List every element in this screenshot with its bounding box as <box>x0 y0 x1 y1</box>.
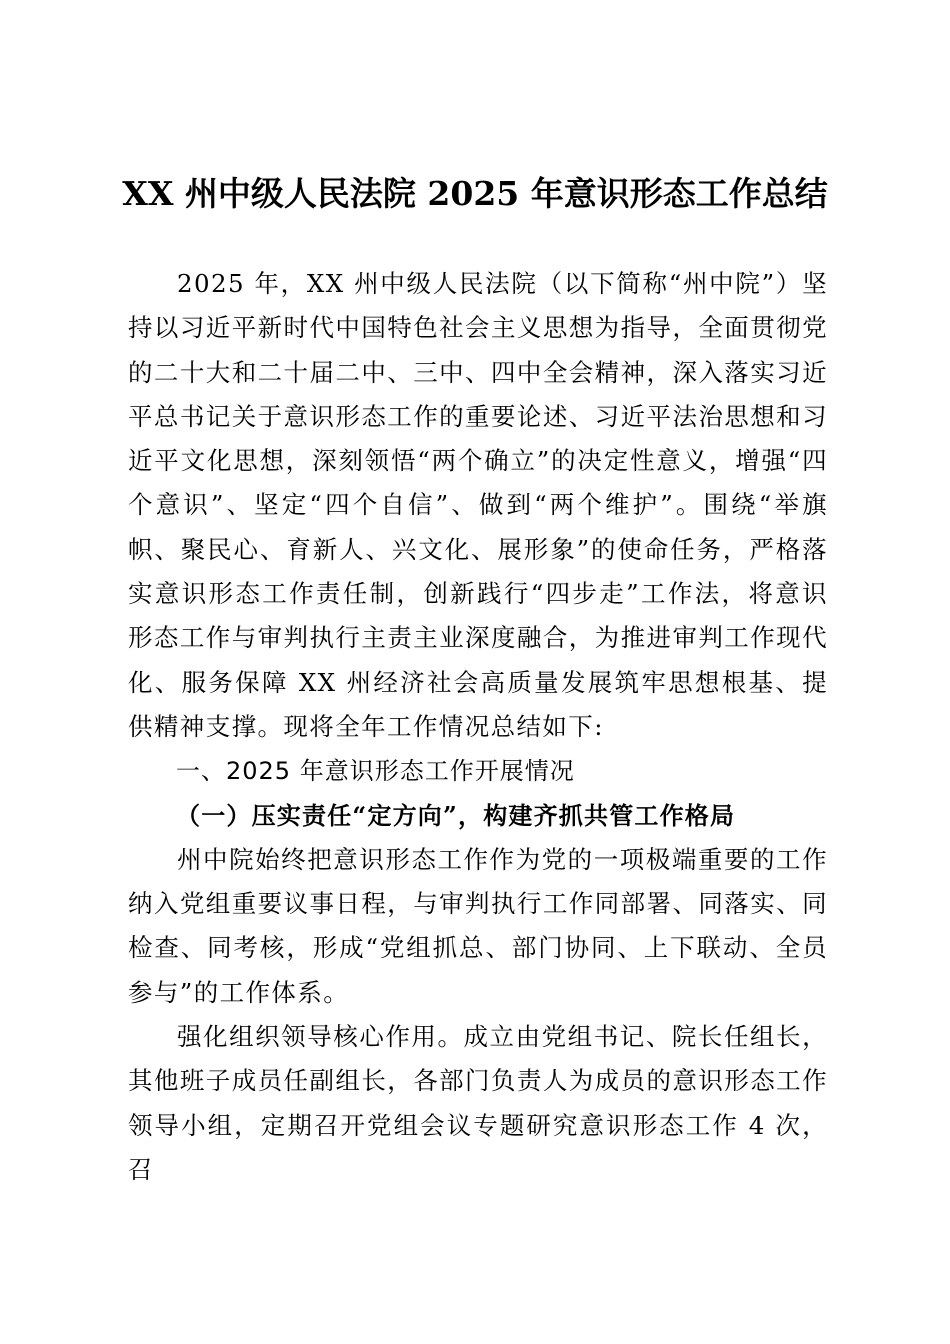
subsection-heading: （一）压实责任“定方向”，构建齐抓共管工作格局 <box>176 800 736 830</box>
section-heading: 一、2025 年意识形态工作开展情况 <box>176 757 575 786</box>
body-paragraph: 强化组织领导核心作用。成立由党组书记、院长任组长，其他班子成员任副组长，各部门负责人为成员的意识形态工作领导小组，定期召开党组会议专题研究意识形态工作 4 次，召 <box>128 1022 828 1184</box>
document-title: XX 州中级人民法院 2025 年意识形态工作总结 <box>122 174 828 213</box>
body-paragraph: 州中院始终把意识形态工作作为党的一项极端重要的工作纳入党组重要议事日程，与审判执行工作同部署、同落实、同检查、同考核，形成“党组抓总、部门协同、上下联动、全员参与”的工作体系。 <box>128 844 828 1007</box>
document-body <box>128 262 828 1192</box>
intro-paragraph: 2025 年，XX 州中级人民法院（以下简称“州中院”）坚持以习近平新时代中国特色社会主义思想为指导，全面贯彻党的二十大和二十届二中、三中、四中全会精神，深入落实习近平总书记关于意识形态工作的重要论述、习近平法治思想和习近平文化思想，深刻领悟“两个确立”的决定性意义，增强“四个意识”、坚定“四个自信”、做到“两个维护”。围绕“举旗帜、聚民心、育新人、兴文化、展形象”的使命任务，严格落实意识形态工作责任制，创新践行“四步走”工作法，将意识形态工作与审判执行主责主业深度融合，为推进审判工作现代化、服务保障 XX 州经济社会高质量发展筑牢思想根基、提供精神支撑。现将全年工作情况总结如下: <box>128 269 828 741</box>
